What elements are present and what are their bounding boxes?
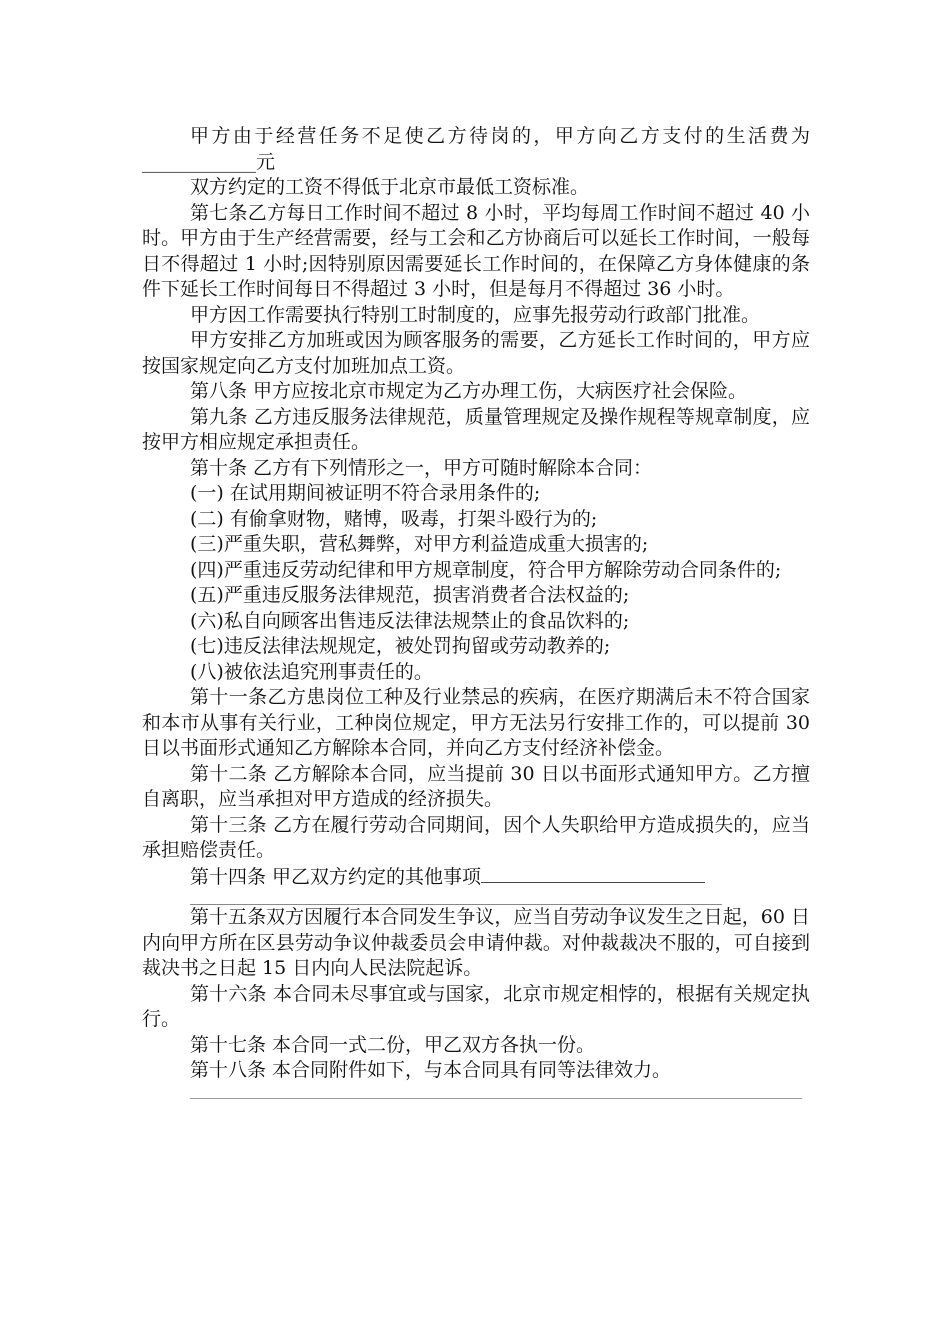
article-12: 第十二条 乙方解除本合同，应当提前 30 日以书面形式通知甲方。乙方擅自离职，应当承担对甲方造成的经济损失。 — [142, 762, 810, 810]
paragraph-living-allowance — [142, 124, 810, 175]
article-10: 第十条 乙方有下列情形之一，甲方可随时解除本合同： — [190, 456, 653, 479]
list-item-2: (二) 有偷拿财物，赌博，吸毒，打架斗殴行为的; — [190, 507, 598, 530]
list-item-5: (五)严重违反服务法律规范，损害消费者合法权益的; — [190, 584, 630, 606]
paragraph-special-hours: 甲方因工作需要执行特别工时制度的，应事先报劳动行政部门批准。 — [190, 303, 761, 326]
living-allowance-blank: ____________ — [142, 150, 256, 173]
other-matters-blank-line-2 — [190, 890, 722, 905]
article-17: 第十七条 本合同一式二份，甲乙双方各执一份。 — [190, 1033, 596, 1056]
article-18: 第十八条 本合同附件如下，与本合同具有同等法律效力。 — [190, 1059, 672, 1081]
list-item-7: (七)违反法律法规规定，被处罚拘留或劳动教养的; — [190, 635, 611, 657]
list-item-6: (六)私自向顾客出售违反法律法规禁止的食品饮料的; — [190, 609, 630, 632]
article-14-text: 第十四条 甲乙双方约定的其他事项 — [190, 865, 482, 888]
article-9: 第九条 乙方违反服务法律规范，质量管理规定及操作规程等规章制度，应按甲方相应规定承担责任。 — [142, 405, 810, 453]
article-7: 第七条乙方每日工作时间不超过 8 小时，平均每周工作时间不超过 40 小时。甲方由于生产经营需要，经与工会和乙方协商后可以延长工作时间，一般每日不得超过 1 小时;因特别原因需要延长工作时间的，在保障乙方身体健康的条件下延长工作时间每日不得超过 3 小时，但是每月不得超过 36 小时。 — [142, 201, 810, 300]
paragraph-overtime-pay: 甲方安排乙方加班或因为顾客服务的需要，乙方延长工作时间的，甲方应按国家规定向乙方支付加班加点工资。 — [142, 329, 810, 377]
other-matters-blank-line — [481, 864, 705, 883]
paragraph-min-wage: 双方约定的工资不得低于北京市最低工资标准。 — [190, 176, 590, 198]
attachment-blank-line — [190, 1086, 802, 1099]
article-15: 第十五条双方因履行本合同发生争议，应当自劳动争议发生之日起，60 日内向甲方所在区县劳动争议仲裁委员会申请仲裁。对仲裁裁决不服的，可自接到裁决书之日起 15 日内向人民法院起诉。 — [142, 906, 810, 979]
article-13: 第十三条 乙方在履行劳动合同期间，因个人失职给甲方造成损失的，应当承担赔偿责任。 — [142, 813, 810, 861]
list-item-3: (三)严重失职，营私舞弊，对甲方利益造成重大损害的; — [190, 533, 649, 555]
list-item-8: (八)被依法追究刑事责任的。 — [190, 660, 433, 683]
list-item-4: (四)严重违反劳动纪律和甲方规章制度，符合甲方解除劳动合同条件的; — [190, 558, 782, 581]
article-14 — [142, 864, 810, 891]
living-allowance-text: 甲方由于经营任务不足使乙方待岗的，甲方向乙方支付的生活费为 — [190, 125, 810, 147]
living-allowance-unit: 元 — [256, 150, 276, 173]
article-11: 第十一条乙方患岗位工种及行业禁忌的疾病，在医疗期满后未不符合国家和本市从事有关行业，工种岗位规定，甲方无法另行安排工作的，可以提前 30 日以书面形式通知乙方解除本合同，并向乙方支付经济补偿金。 — [142, 686, 810, 759]
list-item-1: (一) 在试用期间被证明不符合录用条件的; — [190, 482, 541, 504]
article-16: 第十六条 本合同未尽事宜或与国家，北京市规定相悖的，根据有关规定执行。 — [142, 982, 810, 1030]
contract-body — [142, 124, 810, 1099]
article-8: 第八条 甲方应按北京市规定为乙方办理工伤，大病医疗社会保险。 — [190, 380, 748, 402]
